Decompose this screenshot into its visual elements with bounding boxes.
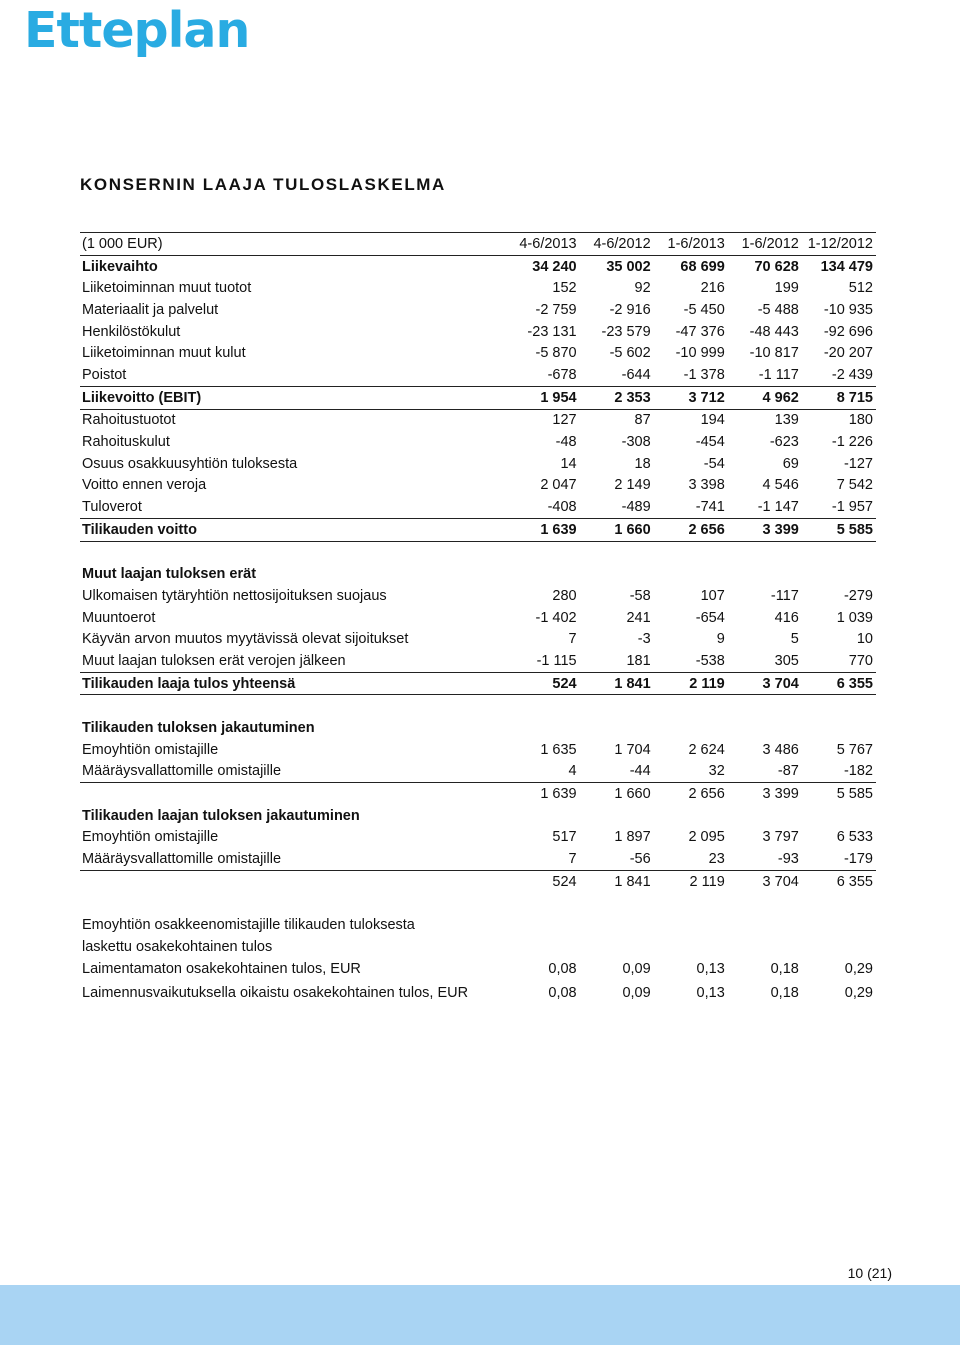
col-header: 1-6/2013 bbox=[654, 233, 728, 256]
row-label: Osuus osakkuusyhtiön tuloksesta bbox=[82, 455, 298, 472]
cell-value: 194 bbox=[700, 412, 725, 429]
table-row bbox=[80, 672, 876, 695]
cell-value: 0,18 bbox=[770, 960, 799, 977]
table-header-row bbox=[80, 233, 876, 256]
cell-value: 5 bbox=[790, 631, 799, 648]
cell-value: 5 585 bbox=[836, 786, 873, 803]
cell-value: 4 546 bbox=[762, 477, 799, 494]
cell-value bbox=[802, 563, 876, 585]
table-row bbox=[80, 496, 876, 518]
cell-value bbox=[580, 805, 654, 827]
cell-value bbox=[654, 805, 728, 827]
cell-value: 7 bbox=[506, 848, 580, 870]
cell-value: 3 399 bbox=[728, 518, 802, 541]
cell-value bbox=[654, 563, 728, 585]
row-label: Emoyhtiön omistajille bbox=[82, 741, 219, 758]
cell-value: 23 bbox=[654, 848, 728, 870]
table-row bbox=[80, 321, 876, 343]
row-label bbox=[80, 783, 506, 805]
cell-value: -1 147 bbox=[728, 496, 802, 518]
cell-value: 3 712 bbox=[654, 386, 728, 409]
cell-value: 305 bbox=[728, 650, 802, 672]
table-row bbox=[80, 914, 876, 936]
row-label bbox=[80, 870, 506, 892]
cell-value bbox=[654, 914, 728, 936]
row-label: Liiketoiminnan muut kulut bbox=[82, 345, 246, 362]
cell-value bbox=[728, 805, 802, 827]
cell-value: 181 bbox=[580, 650, 654, 672]
cell-value: 199 bbox=[774, 280, 799, 297]
footer-bar bbox=[0, 1285, 960, 1345]
col-header: 1-12/2012 bbox=[802, 233, 876, 256]
cell-value: 1 841 bbox=[580, 672, 654, 695]
row-label: Voitto ennen veroja bbox=[82, 477, 207, 494]
cell-value: 280 bbox=[552, 587, 577, 604]
cell-value bbox=[728, 717, 802, 739]
row-label: Määräysvallattomille omistajille bbox=[80, 848, 506, 870]
cell-value: 1 897 bbox=[614, 829, 651, 846]
cell-value: 0,18 bbox=[770, 984, 799, 1001]
cell-value: 6 533 bbox=[836, 829, 873, 846]
row-label: Tilikauden tuloksen jakautuminen bbox=[82, 719, 315, 736]
cell-value: 216 bbox=[700, 280, 725, 297]
section-heading-row bbox=[80, 717, 876, 739]
cell-value: -58 bbox=[629, 587, 651, 604]
cell-value: -5 450 bbox=[683, 301, 725, 318]
cell-value bbox=[580, 936, 654, 958]
cell-value: -308 bbox=[621, 434, 651, 451]
row-label: Poistot bbox=[80, 364, 506, 386]
cell-value: 4 962 bbox=[728, 386, 802, 409]
cell-value: 3 486 bbox=[762, 741, 799, 758]
row-label: Laimentamaton osakekohtainen tulos, EUR bbox=[82, 960, 361, 977]
cell-value: 1 039 bbox=[836, 609, 873, 626]
cell-value: -48 bbox=[555, 434, 577, 451]
cell-value bbox=[728, 563, 802, 585]
cell-value: -2 759 bbox=[535, 301, 577, 318]
cell-value: -279 bbox=[843, 587, 873, 604]
cell-value bbox=[728, 936, 802, 958]
spacer-row bbox=[80, 541, 876, 563]
cell-value bbox=[506, 717, 580, 739]
cell-value: 3 704 bbox=[728, 672, 802, 695]
cell-value: 152 bbox=[552, 280, 577, 297]
cell-value: 241 bbox=[626, 609, 651, 626]
cell-value: -454 bbox=[695, 434, 725, 451]
cell-value: 416 bbox=[774, 609, 799, 626]
cell-value: -10 999 bbox=[675, 345, 725, 362]
cell-value: 6 355 bbox=[802, 672, 876, 695]
cell-value: 14 bbox=[560, 455, 577, 472]
row-label: Tuloverot bbox=[80, 496, 506, 518]
cell-value: -5 870 bbox=[535, 345, 577, 362]
table-row bbox=[80, 979, 876, 1006]
cell-value: -1 402 bbox=[535, 609, 577, 626]
cell-value: 5 585 bbox=[802, 518, 876, 541]
row-label: Rahoituskulut bbox=[82, 434, 170, 451]
cell-value: 3 398 bbox=[688, 477, 725, 494]
cell-value: 70 628 bbox=[754, 258, 799, 275]
cell-value: -117 bbox=[770, 587, 799, 604]
cell-value: -2 439 bbox=[802, 364, 876, 386]
cell-value: -23 131 bbox=[527, 323, 577, 340]
cell-value: 524 bbox=[506, 672, 580, 695]
section-heading-row bbox=[80, 563, 876, 585]
cell-value: -93 bbox=[728, 848, 802, 870]
cell-value: 1 635 bbox=[540, 741, 577, 758]
row-label: laskettu osakekohtainen tulos bbox=[82, 938, 273, 955]
cell-value: 0,09 bbox=[622, 960, 651, 977]
row-label: Laimennusvaikutuksella oikaistu osakekohtainen tulos, EUR bbox=[82, 984, 469, 1001]
cell-value: 127 bbox=[552, 412, 577, 429]
cell-value: -92 696 bbox=[823, 323, 873, 340]
row-label: Liikevoitto (EBIT) bbox=[80, 386, 506, 409]
cell-value: 139 bbox=[774, 412, 799, 429]
cell-value: 3 704 bbox=[762, 873, 799, 890]
col-header: 4-6/2013 bbox=[506, 233, 580, 256]
row-label: Liiketoiminnan muut tuotot bbox=[82, 280, 252, 297]
cell-value bbox=[802, 717, 876, 739]
cell-value: 1 660 bbox=[580, 518, 654, 541]
cell-value: 524 bbox=[552, 873, 577, 890]
cell-value bbox=[580, 914, 654, 936]
cell-value: 2 656 bbox=[654, 518, 728, 541]
cell-value bbox=[506, 805, 580, 827]
cell-value: -5 488 bbox=[757, 301, 799, 318]
row-label: Liikevaihto bbox=[82, 258, 158, 275]
table-row bbox=[80, 518, 876, 541]
row-label: Tilikauden voitto bbox=[80, 518, 506, 541]
cell-value: 2 119 bbox=[654, 672, 728, 695]
table-row bbox=[80, 342, 876, 364]
table-row bbox=[80, 475, 876, 497]
cell-value bbox=[506, 936, 580, 958]
cell-value: 9 bbox=[716, 631, 725, 648]
cell-value: 2 095 bbox=[688, 829, 725, 846]
row-label: Henkilöstökulut bbox=[82, 323, 181, 340]
cell-value: 4 bbox=[506, 761, 580, 783]
cell-value: -1 226 bbox=[831, 434, 873, 451]
cell-value: 5 767 bbox=[836, 741, 873, 758]
page-number: 10 (21) bbox=[847, 1265, 892, 1281]
cell-value: 10 bbox=[856, 631, 873, 648]
row-label: Emoyhtiön omistajille bbox=[82, 829, 219, 846]
etteplan-logo: Etteplan bbox=[24, 2, 250, 59]
cell-value: -23 579 bbox=[601, 323, 651, 340]
cell-value: 3 797 bbox=[762, 829, 799, 846]
cell-value: 92 bbox=[634, 280, 651, 297]
cell-value: -538 bbox=[654, 650, 728, 672]
cell-value: -48 443 bbox=[749, 323, 799, 340]
table-row bbox=[80, 431, 876, 453]
cell-value: 35 002 bbox=[606, 258, 651, 275]
table-row bbox=[80, 650, 876, 672]
cell-value: -10 935 bbox=[823, 301, 873, 318]
row-label: Muuntoerot bbox=[82, 609, 156, 626]
cell-value: -408 bbox=[506, 496, 580, 518]
table-row bbox=[80, 936, 876, 958]
cell-value: -741 bbox=[654, 496, 728, 518]
cell-value bbox=[654, 717, 728, 739]
cell-value bbox=[580, 717, 654, 739]
cell-value: -179 bbox=[802, 848, 876, 870]
cell-value: -1 115 bbox=[506, 650, 580, 672]
cell-value: -644 bbox=[580, 364, 654, 386]
cell-value: 2 624 bbox=[688, 741, 725, 758]
cell-value: -1 117 bbox=[728, 364, 802, 386]
cell-value: 7 bbox=[568, 631, 577, 648]
cell-value: -654 bbox=[695, 609, 725, 626]
table-row bbox=[80, 848, 876, 870]
spacer-row bbox=[80, 695, 876, 717]
row-label: Emoyhtiön osakkeenomistajille tilikauden tuloksesta bbox=[82, 917, 415, 934]
row-label: Määräysvallattomille omistajille bbox=[80, 761, 506, 783]
cell-value: 1 639 bbox=[540, 786, 577, 803]
cell-value: 68 699 bbox=[680, 258, 725, 275]
row-label: Muut laajan tuloksen erät verojen jälkeen bbox=[80, 650, 506, 672]
cell-value: 517 bbox=[552, 829, 577, 846]
table-row bbox=[80, 585, 876, 607]
cell-value: 0,13 bbox=[696, 960, 725, 977]
cell-value: -47 376 bbox=[675, 323, 725, 340]
cell-value: 1 704 bbox=[614, 741, 651, 758]
table-row bbox=[80, 277, 876, 299]
cell-value: 18 bbox=[634, 455, 651, 472]
cell-value bbox=[802, 914, 876, 936]
cell-value bbox=[580, 563, 654, 585]
cell-value: -1 378 bbox=[654, 364, 728, 386]
cell-value bbox=[506, 563, 580, 585]
cell-value: 2 149 bbox=[614, 477, 651, 494]
table-row bbox=[80, 958, 876, 980]
cell-value: 0,08 bbox=[548, 960, 577, 977]
cell-value: 1 660 bbox=[614, 786, 651, 803]
table-row bbox=[80, 628, 876, 650]
row-label: Ulkomaisen tytäryhtiön nettosijoituksen suojaus bbox=[82, 587, 387, 604]
cell-value: 3 399 bbox=[762, 786, 799, 803]
cell-value: -127 bbox=[843, 455, 873, 472]
cell-value bbox=[654, 936, 728, 958]
col-header: 4-6/2012 bbox=[580, 233, 654, 256]
cell-value: 770 bbox=[802, 650, 876, 672]
row-label: Materiaalit ja palvelut bbox=[82, 301, 219, 318]
cell-value: -56 bbox=[580, 848, 654, 870]
page-title: KONSERNIN LAAJA TULOSLASKELMA bbox=[80, 175, 446, 194]
cell-value: 69 bbox=[782, 455, 799, 472]
table-row bbox=[80, 453, 876, 475]
cell-value: -3 bbox=[637, 631, 651, 648]
row-label: Muut laajan tuloksen erät bbox=[82, 566, 257, 583]
table-row bbox=[80, 607, 876, 629]
cell-value: -182 bbox=[802, 761, 876, 783]
cell-value: 1 639 bbox=[506, 518, 580, 541]
cell-value: -87 bbox=[728, 761, 802, 783]
cell-value: -623 bbox=[769, 434, 799, 451]
cell-value: 8 715 bbox=[802, 386, 876, 409]
cell-value: 2 656 bbox=[688, 786, 725, 803]
cell-value: -1 957 bbox=[802, 496, 876, 518]
row-label: Käyvän arvon muutos myytävissä olevat sijoitukset bbox=[82, 631, 409, 648]
table-row bbox=[80, 761, 876, 783]
cell-value: 87 bbox=[634, 412, 651, 429]
cell-value: 0,29 bbox=[844, 960, 873, 977]
table-row bbox=[80, 364, 876, 386]
cell-value: 2 119 bbox=[689, 873, 725, 890]
cell-value: 7 542 bbox=[836, 477, 873, 494]
cell-value: 134 479 bbox=[820, 258, 873, 275]
table-row bbox=[80, 827, 876, 849]
row-label: Rahoitustuotot bbox=[82, 412, 176, 429]
cell-value: -44 bbox=[580, 761, 654, 783]
cell-value: -489 bbox=[580, 496, 654, 518]
cell-value: 6 355 bbox=[836, 873, 873, 890]
section-heading-row bbox=[80, 805, 876, 827]
cell-value: 1 954 bbox=[506, 386, 580, 409]
table-row bbox=[80, 386, 876, 409]
cell-value: 0,29 bbox=[844, 984, 873, 1001]
cell-value: 107 bbox=[700, 587, 725, 604]
cell-value: 32 bbox=[654, 761, 728, 783]
cell-value: 2 353 bbox=[580, 386, 654, 409]
subtotal-row bbox=[80, 783, 876, 805]
row-label: Tilikauden laajan tuloksen jakautuminen bbox=[82, 807, 360, 824]
subtotal-row bbox=[80, 870, 876, 892]
cell-value: 0,09 bbox=[622, 984, 651, 1001]
cell-value: -20 207 bbox=[823, 345, 873, 362]
cell-value: 180 bbox=[848, 412, 873, 429]
col-header: 1-6/2012 bbox=[728, 233, 802, 256]
cell-value: -5 602 bbox=[609, 345, 651, 362]
table-row bbox=[80, 409, 876, 431]
cell-value bbox=[728, 914, 802, 936]
cell-value: 0,13 bbox=[696, 984, 725, 1001]
cell-value: 34 240 bbox=[532, 258, 577, 275]
cell-value bbox=[802, 805, 876, 827]
cell-value bbox=[506, 914, 580, 936]
row-label: Tilikauden laaja tulos yhteensä bbox=[80, 672, 506, 695]
table-row bbox=[80, 299, 876, 321]
income-statement-table bbox=[80, 232, 876, 1006]
unit-label: (1 000 EUR) bbox=[80, 233, 506, 256]
cell-value: -10 817 bbox=[749, 345, 799, 362]
table-row bbox=[80, 739, 876, 761]
cell-value: -678 bbox=[506, 364, 580, 386]
cell-value: 512 bbox=[848, 280, 873, 297]
cell-value: 1 841 bbox=[614, 873, 651, 890]
spacer-row bbox=[80, 893, 876, 915]
table-row bbox=[80, 255, 876, 277]
cell-value: -2 916 bbox=[609, 301, 651, 318]
cell-value bbox=[802, 936, 876, 958]
cell-value: -54 bbox=[703, 455, 725, 472]
cell-value: 2 047 bbox=[540, 477, 577, 494]
cell-value: 0,08 bbox=[548, 984, 577, 1001]
